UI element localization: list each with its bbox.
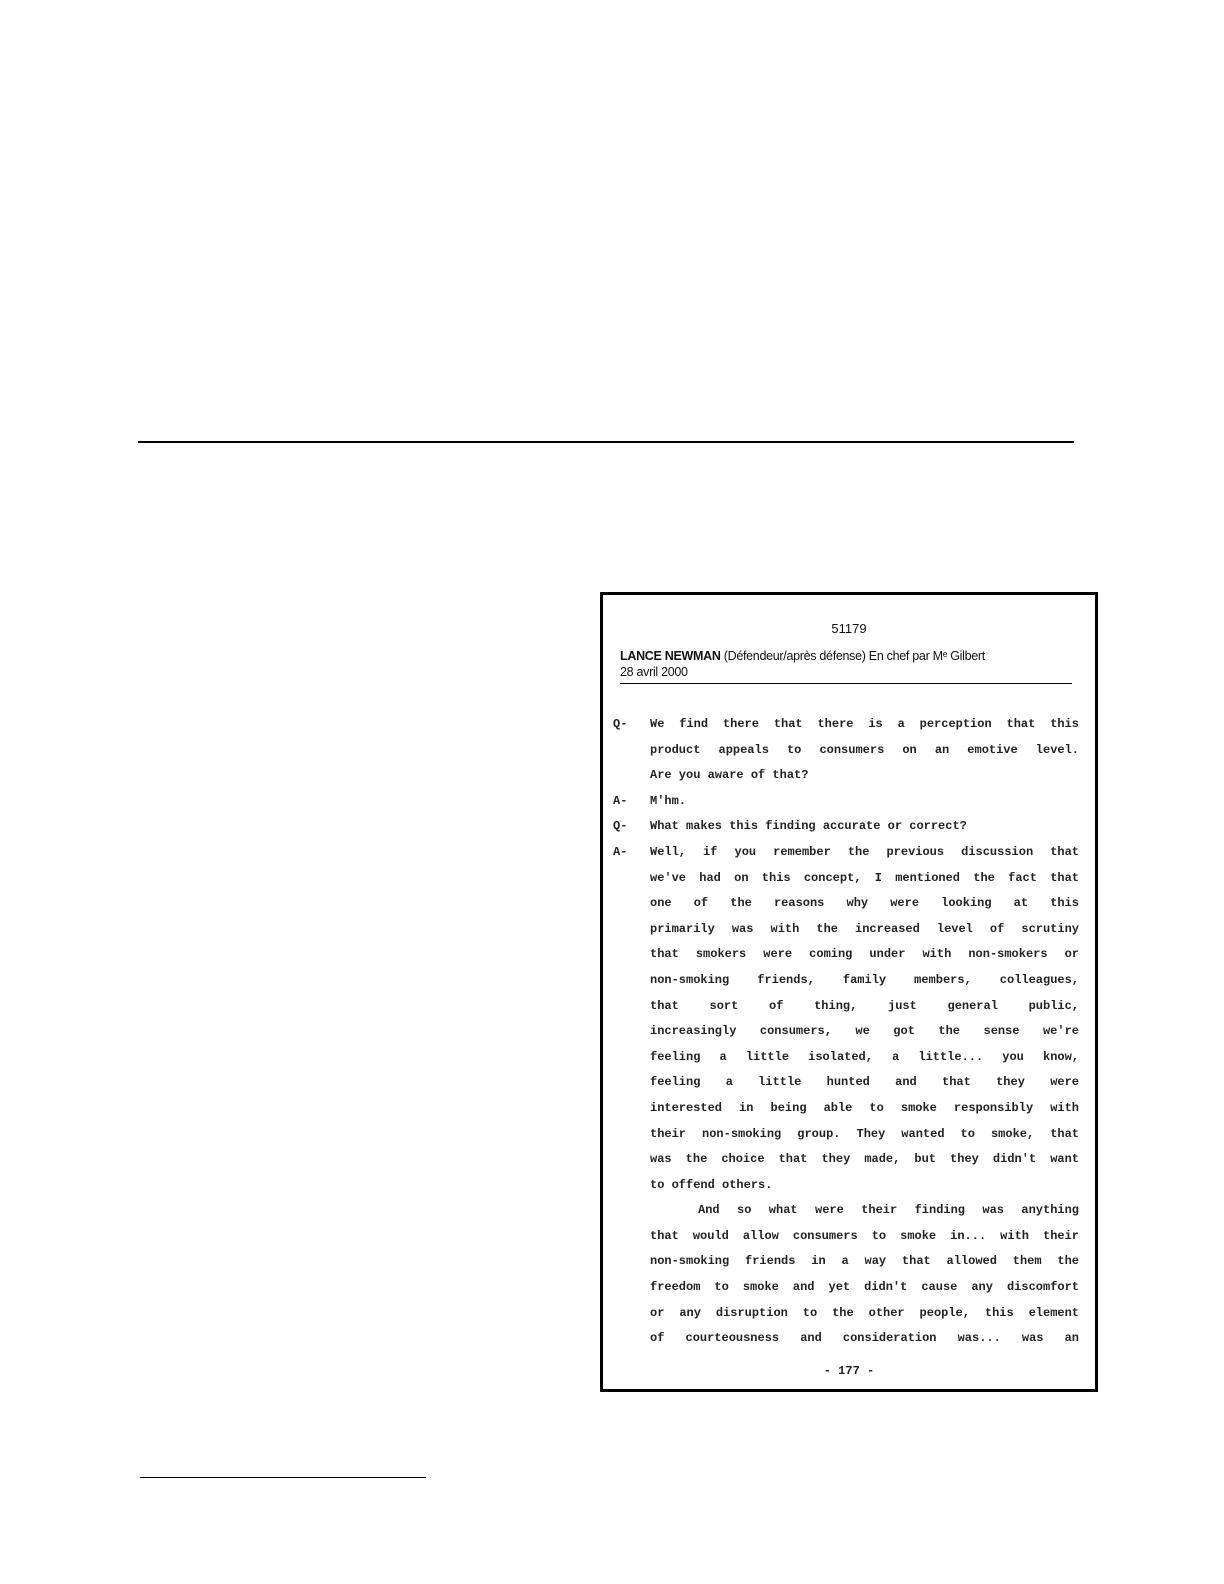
horizontal-rule [138,441,1074,443]
footnote-rule [140,1477,426,1478]
excerpt-header [620,649,985,663]
transcript-line: to offend others. [650,1177,773,1192]
transcript-line: non-smoking friends, family members, colleagues, [650,972,1079,987]
transcript-excerpt-box [600,592,1098,1392]
transcript-line: of courteousness and consideration was... was an [650,1331,1079,1346]
transcript-line: product appeals to consumers on an emotive level. [650,742,1079,757]
transcript-entry [613,840,1079,1352]
transcript-line: one of the reasons why were looking at this [650,896,1079,911]
transcript-entry [613,789,1079,815]
hearing-date: 28 avril 2000 [620,665,688,679]
speaker-label: Q- [613,717,628,731]
transcript-line: non-smoking friends in a way that allowed them the [650,1254,1079,1269]
transcript-entry [613,814,1079,840]
transcript-line: And so what were their finding was anything [698,1203,1079,1218]
transcript-line: primarily was with the increased level of scrutiny [650,921,1079,936]
transcript-line: that sort of thing, just general public, [650,998,1079,1013]
header-rule [620,683,1072,684]
transcript-line: interested in being able to smoke responsibly with [650,1100,1079,1115]
transcript-line: that would allow consumers to smoke in... with their [650,1228,1079,1243]
transcript-line: was the choice that they made, but they didn't want [650,1152,1079,1167]
transcript-line: What makes this finding accurate or correct? [650,819,967,834]
transcript-body [613,712,1079,1352]
transcript-line: their non-smoking group. They wanted to smoke, that [650,1126,1079,1141]
transcript-line: feeling a little isolated, a little... you know, [650,1049,1079,1064]
transcript-line: Are you aware of that? [650,768,809,783]
transcript-line: We find there that there is a perception that this [650,717,1079,731]
speaker-label: A- [613,793,628,808]
transcript-line: we've had on this concept, I mentioned the fact that [650,870,1079,885]
transcript-line: freedom to smoke and yet didn't cause any discomfort [650,1280,1079,1295]
document-number: 51179 [831,621,867,636]
transcript-line: feeling a little hunted and that they were [650,1075,1079,1090]
transcript-line: Well, if you remember the previous discussion that [650,844,1079,859]
witness-name: LANCE NEWMAN [620,649,721,663]
transcript-entry [613,712,1079,789]
speaker-label: Q- [613,819,628,834]
examination-info: (Défendeur/après défense) En chef par Mᵉ Gilbert [720,649,985,663]
speaker-label: A- [613,844,628,859]
transcript-line: M'hm. [650,793,687,808]
transcript-line: or any disruption to the other people, this element [650,1305,1079,1320]
page-number: - 177 - [823,1364,875,1378]
transcript-line: that smokers were coming under with non-smokers or [650,947,1079,962]
transcript-line: increasingly consumers, we got the sense we're [650,1024,1079,1039]
